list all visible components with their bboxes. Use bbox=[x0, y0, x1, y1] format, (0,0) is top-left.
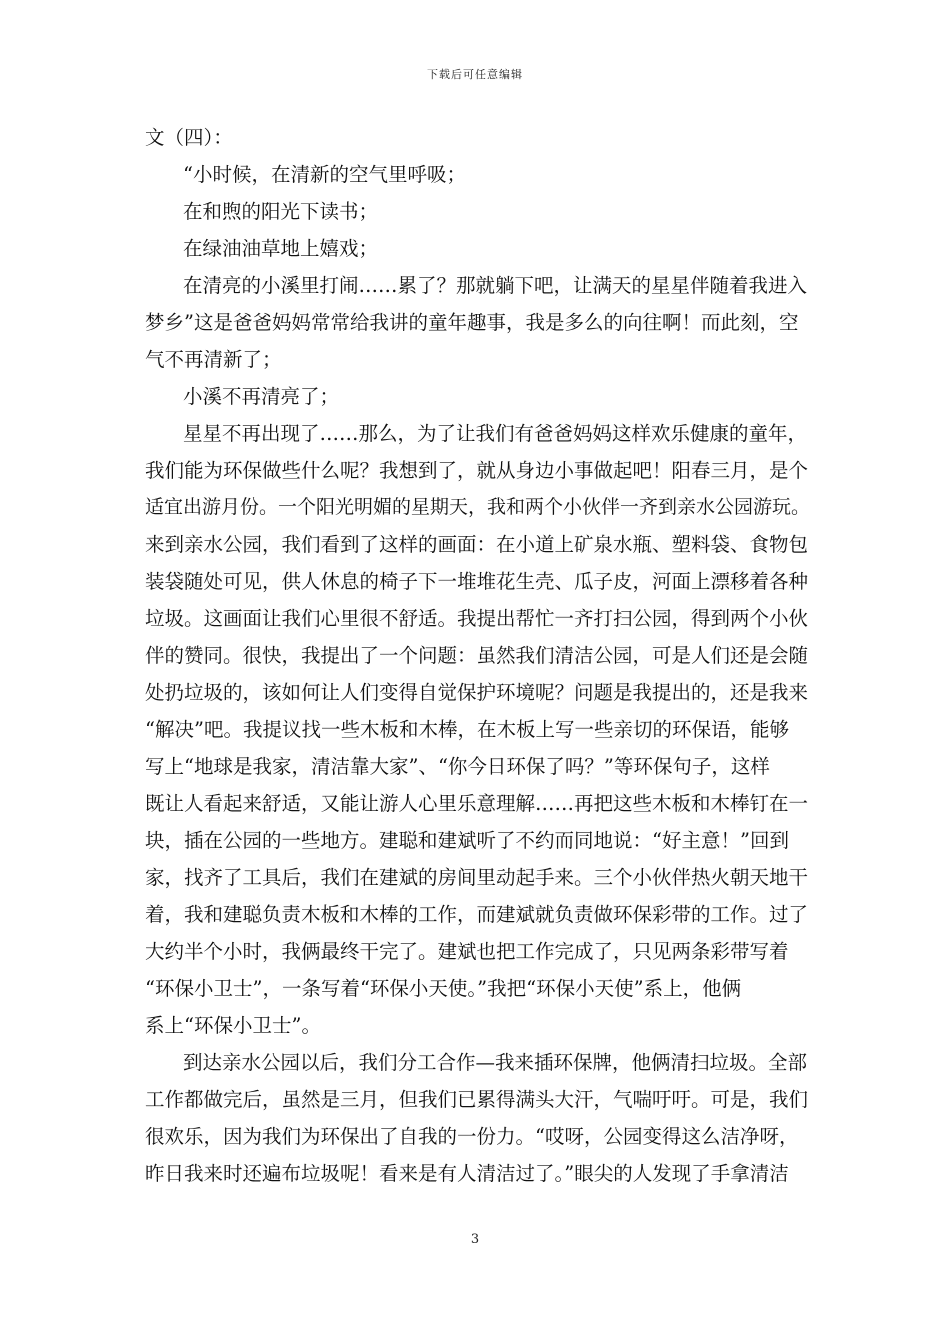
text-line: 昨日我来时还遍布垃圾呢！看来是有人清洁过了。”眼尖的人发现了手拿清洁 bbox=[145, 1162, 789, 1185]
text-line: 工作都做完后，虽然是三月，但我们已累得满头大汗，气喘吁吁。可是，我们 bbox=[145, 1088, 809, 1111]
text-line: 写上“地球是我家，清洁靠大家”、“你今日环保了吗？”等环保句子，这样 bbox=[145, 755, 770, 778]
document-title: 文（四）： bbox=[145, 126, 233, 149]
text-line: 系上“环保小卫士”。 bbox=[145, 1014, 321, 1037]
text-line: 块，插在公园的一些地方。建聪和建斌听了不约而同地说：“好主意！”回到 bbox=[145, 829, 789, 852]
page-header: 下载后可任意编辑 bbox=[427, 68, 523, 81]
text-line: 很欢乐，因为我们为环保出了自我的一份力。“哎呀，公园变得这么洁净呀， bbox=[145, 1125, 799, 1148]
text-line: 在和煦的阳光下读书； bbox=[183, 200, 379, 223]
document-body bbox=[145, 119, 813, 1192]
text-line: 伴的赞同。很快，我提出了一个问题：虽然我们清洁公园，可是人们还是会随 bbox=[145, 644, 809, 667]
text-line: “环保小卫士”，一条写着“环保小天使。”我把“环保小天使”系上，他俩 bbox=[145, 977, 742, 1000]
text-line: 装袋随处可见，供人休息的椅子下一堆堆花生壳、瓜子皮，河面上漂移着各种 bbox=[145, 570, 809, 593]
text-line: 在绿油油草地上嬉戏； bbox=[183, 237, 379, 260]
text-line: “小时候，在清新的空气里呼吸； bbox=[183, 163, 466, 186]
text-line: 垃圾。这画面让我们心里很不舒适。我提出帮忙一齐打扫公园，得到两个小伙 bbox=[145, 607, 809, 630]
text-line: 家，找齐了工具后，我们在建斌的房间里动起手来。三个小伙伴热火朝天地干 bbox=[145, 866, 809, 889]
text-line: 在清亮的小溪里打闹……累了？那就躺下吧，让满天的星星伴随着我进入 bbox=[183, 274, 808, 297]
text-line: 大约半个小时，我俩最终干完了。建斌也把工作完成了，只见两条彩带写着 bbox=[145, 940, 789, 963]
text-line: 星星不再出现了……那么，为了让我们有爸爸妈妈这样欢乐健康的童年， bbox=[183, 422, 808, 445]
page-number: 3 bbox=[470, 1232, 480, 1247]
text-line: 来到亲水公园，我们看到了这样的画面：在小道上矿泉水瓶、塑料袋、食物包 bbox=[145, 533, 809, 556]
text-line: 气不再清新了； bbox=[145, 348, 282, 371]
text-line: 既让人看起来舒适，又能让游人心里乐意理解……再把这些木板和木棒钉在一 bbox=[145, 792, 809, 815]
text-line: 梦乡”这是爸爸妈妈常常给我讲的童年趣事，我是多么的向往啊！而此刻，空 bbox=[145, 311, 799, 334]
text-line: 着，我和建聪负责木板和木棒的工作，而建斌就负责做环保彩带的工作。过了 bbox=[145, 903, 809, 926]
text-line: 到达亲水公园以后，我们分工合作—我来插环保牌，他俩清扫垃圾。全部 bbox=[183, 1051, 808, 1074]
text-line: “解决”吧。我提议找一些木板和木棒，在木板上写一些亲切的环保语，能够 bbox=[145, 718, 789, 741]
text-line: 适宜出游月份。一个阳光明媚的星期天，我和两个小伙伴一齐到亲水公园游玩。 bbox=[145, 496, 811, 518]
text-line: 处扔垃圾的，该如何让人们变得自觉保护环境呢？问题是我提出的，还是我来 bbox=[145, 681, 809, 704]
text-line: 我们能为环保做些什么呢？我想到了，就从身边小事做起吧！阳春三月，是个 bbox=[145, 459, 809, 482]
text-line: 小溪不再清亮了； bbox=[183, 385, 340, 408]
